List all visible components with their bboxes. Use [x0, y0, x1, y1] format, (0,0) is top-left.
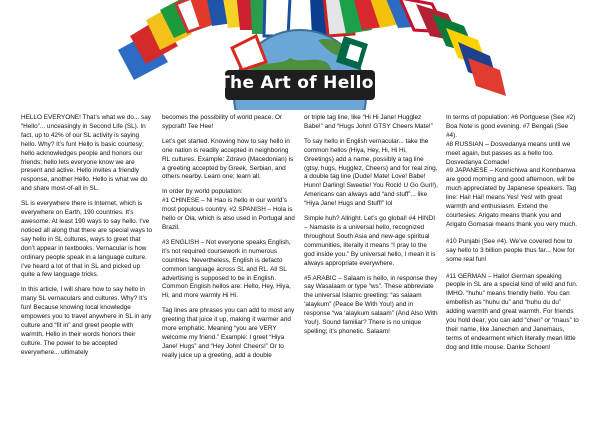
paragraph: #10 Punjabi (See #4). We’ve covered how to say hello to 3 billion people thus far... Now for some real fun!	[446, 237, 575, 263]
article-column-3	[304, 114, 438, 420]
world-flags-icon	[0, 0, 600, 110]
article-title: The Art of Hello!	[218, 73, 382, 93]
world-flags-banner	[0, 0, 600, 110]
paragraph: Simple huh? Allright. Let’s go global! #4 HINDI – Namaste is a universal hello, recognized throughout South Asia and new-age spiritual communities, literally it means “I pray to the god inside you.” By universal hello, I mean it is always appropriate everywhere.	[304, 215, 436, 267]
article-body	[21, 114, 587, 420]
paragraph: becomes the possibility of world peace. Or sypcraft! Tee Hee!	[162, 114, 283, 130]
paragraph: HELLO EVERYONE! That’s what we do... say “Hello”... unceasingly in Second Life (SL). In fact, up to 42% of our SL activity is saying hello. Why? It’s fun! Hello is basic courtesy; hello acknowledges people and honors our friends; hello lets everyone know we are present and active. Hello invites a friendly response, another Hello. Hello is what we do and share most-of-all in SL.	[21, 114, 152, 193]
article-column-2	[162, 114, 296, 420]
paragraph: To say hello in English vernacular... take the common hellos (Hiya, Hey, Hi, Hi Hi, Greetings) add a name, possibly a tag line (gtsy, hugs, Hugglez, Cheers) and for real zing, a double tag line (Dude! Mate! Love! Babe! Hunn! Darling! Sweetie! You Rock! U Go Gurl!), Americans can always add “and stuff”... like “Hiya Jane! Hugs and Stuff!” lol	[304, 137, 438, 208]
paragraph: #5 ARABIC – Salaam is hello, in response they say Wasalaam or type “ws”. These abbreviate the universal Islamic greeting: “as salaam ‘alaykum” (Peace Be With You!) and in response “wa ‘alaykum salaam” (And Also With You!). Sound familiar? There is no unique spelling; it’s phonetic. Salaam!	[304, 274, 438, 335]
article-column-1	[21, 114, 155, 420]
paragraph: Tag lines are phrases you can add to most any greeting that juice it up, making it warmer and more emphatic. Meaning “you are VERY welcome my friend.” Example: I greet “Hiya Jane! Hugs” and “Hey John! Cheers!” Or to really juice up a greeting, add a double	[162, 307, 295, 359]
paragraph: In order by world population: #1 CHINESE – Ni Hao is hello in our world’s most populous country. #2 SPANISH – Hola is hello or Ola, which is also used in Portugal and Brazil.	[162, 188, 295, 231]
paragraph: Let’s get started. Knowing how to say hello in one nation is readily accepted in neighboring RL cultures. Example: Zdravo (Macedonian) is a greeting accepted by Greek, Serbian, and others nearby. Learn one; learn all.	[162, 137, 294, 181]
paragraph: In this article, I will share how to say hello in many SL vernaculars and cultures. Why? It’s fun! Because knowing local knowledge empowers you to travel anywhere in SL in any culture and “fit in” and greet people with warmth. Hello in their words honors their culture. The power to be accepted everywhere... ultimately	[21, 286, 152, 356]
paragraph: In terms of population: #6 Portguese (See #2) Boa Note is good evening. #7 Bengali (See #4). #8 RUSSIAN – Dosvedanya means until we meet again, but passes as a hello too. Dosvedanya Comade! #9 JAPANESE – Konnichiwa and Konnbanwa are good morning and good afternoon, will be much appreciated by Japanese speakers. Tag line: Hai! Hai! means Yes! Yes! with great warmth and enthusiasm. Extend the courtesies: Arigato means thank you and Arigato Gomasai means thank you very much.	[446, 114, 578, 228]
article-column-4	[446, 114, 580, 420]
paragraph: SL is everywhere there is Internet, which is everywhere on Earth, 190 countries. It’s awesome. At least 190 ways to say hello. I’ve noticed all along that there are special ways to say hello in SL cultures, ways to greet that don’t appear in textbooks. Vernacular is how ordinary people speak in a language culture. I’ve heard a lot of that in SL and picked up quite a few language tricks.	[21, 200, 153, 279]
paragraph: or triple tag line, like “Hi Hi Jane! Hugglez Babe!” and “Hugs John! GTSY Cheers Mate!”	[304, 114, 433, 130]
paragraph: #3 ENGLISH – Not everyone speaks English, it’s not required coursework in numerous countries. Nevertheless, English is defacto common language across SL and RL. All SL advertising is supposed to be in English. Common English hellos are: Hello, Hey, Hiya, Hi, and more warmly Hi Hi.	[162, 238, 291, 300]
paragraph: #11 GERMAN – Hallo! German speaking people in SL are a special kind of wild and fun. IMHO. “huhu” means friendly hello. You can embellish as “huhu du” and “huhu du du” adding warmth and great warmth. For friends you hold dear, you can add “chen” or “maus” to their name, like Janechen and Janemaus, terms of endearment which literally mean little dog and little mouse. Danke Schoen!	[446, 272, 579, 351]
